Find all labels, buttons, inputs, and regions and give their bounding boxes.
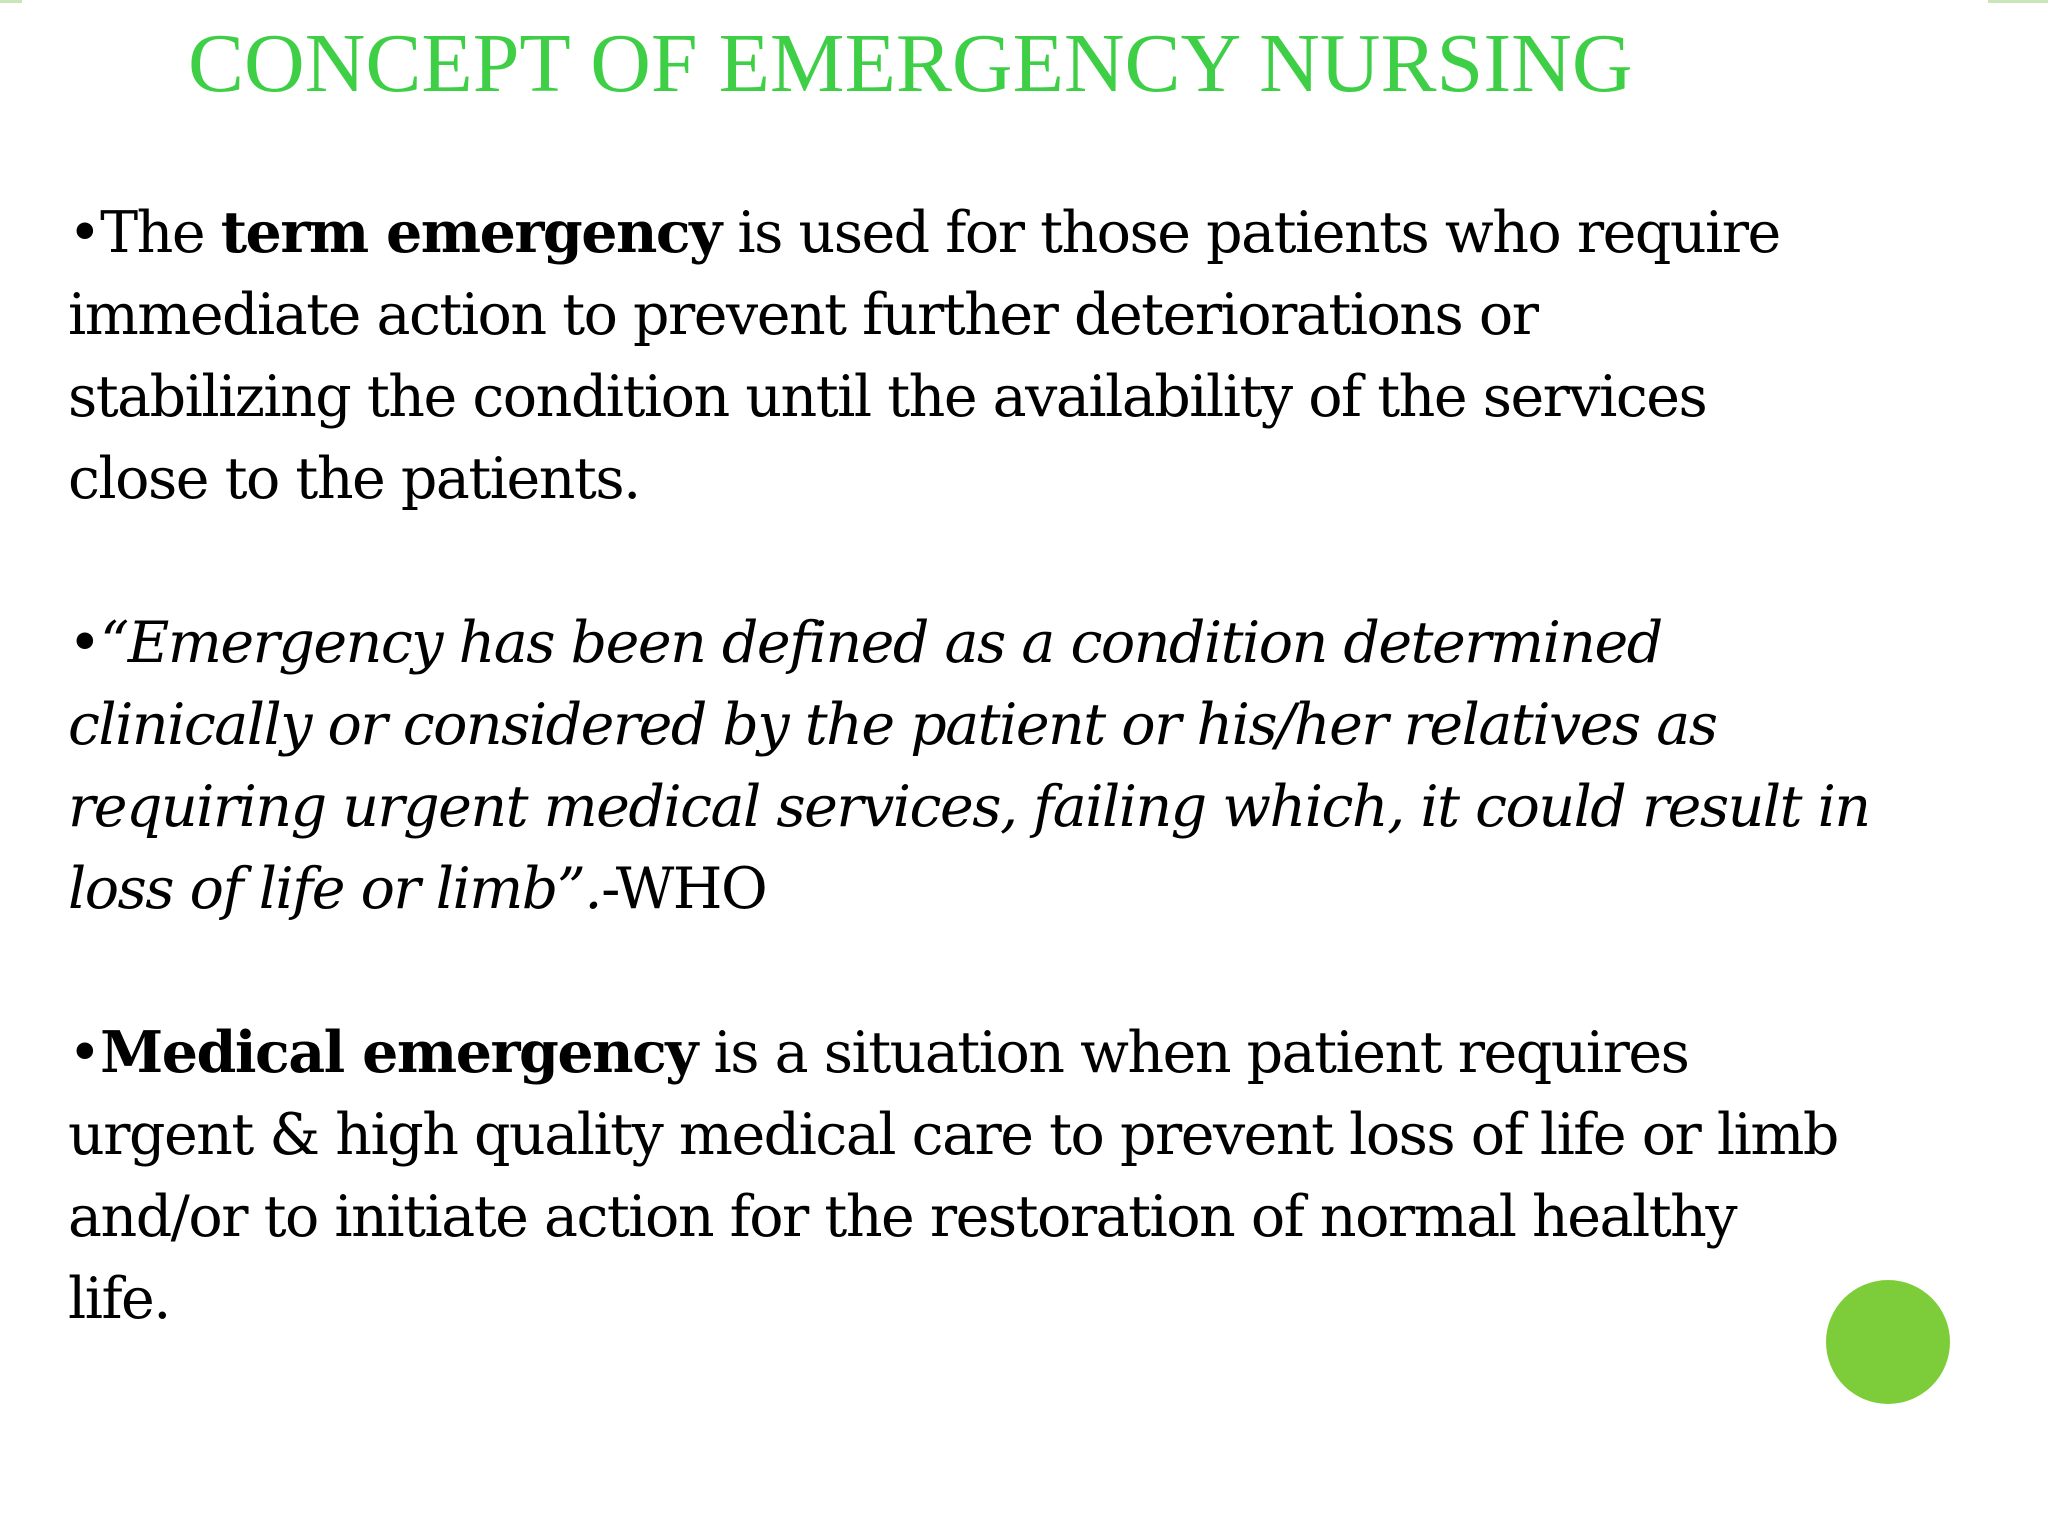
paragraph-term-emergency [68,192,1968,520]
paragraph-line [68,1012,1968,1094]
quote-text: “Emergency has been defined as a condition determined [100,610,1662,676]
paragraph-line [68,602,1968,684]
quote-source: -WHO [601,856,767,922]
quote-text: loss of life or limb”. [68,856,602,922]
paragraph-line: immediate action to prevent further deteriorations or [68,282,1538,348]
text-run: is a situation when patient requires [696,1020,1689,1086]
bullet: • [68,610,101,676]
paragraph-line: close to the patients. [68,446,640,512]
corner-mark-right [1988,0,2048,3]
paragraph-line [68,848,1968,930]
text-run: is used for those patients who require [720,200,1780,266]
bullet: • [68,200,101,266]
corner-mark-left [0,0,22,3]
paragraph-line: urgent & high quality medical care to prevent loss of life or limb [68,1102,1838,1168]
green-circle-decoration [1826,1280,1950,1404]
paragraph-who-definition [68,602,1968,930]
paragraph-medical-emergency [68,1012,1968,1340]
paragraph-line: requiring urgent medical services, failing which, it could result in [68,774,1870,840]
slide-body [68,192,1968,1340]
paragraph-line [68,192,1968,274]
paragraph-line: stabilizing the condition until the availability of the services [68,364,1707,430]
paragraph-line: and/or to initiate action for the restoration of normal healthy [68,1184,1737,1250]
text-run: The [100,200,221,266]
paragraph-line: clinically or considered by the patient or his/her relatives as [68,692,1717,758]
bullet: • [68,1020,101,1086]
bold-term: term emergency [220,199,721,266]
paragraph-line: life. [68,1266,170,1332]
slide-title: CONCEPT OF EMERGENCY NURSING [188,17,1633,110]
bold-term: Medical emergency [100,1019,697,1086]
